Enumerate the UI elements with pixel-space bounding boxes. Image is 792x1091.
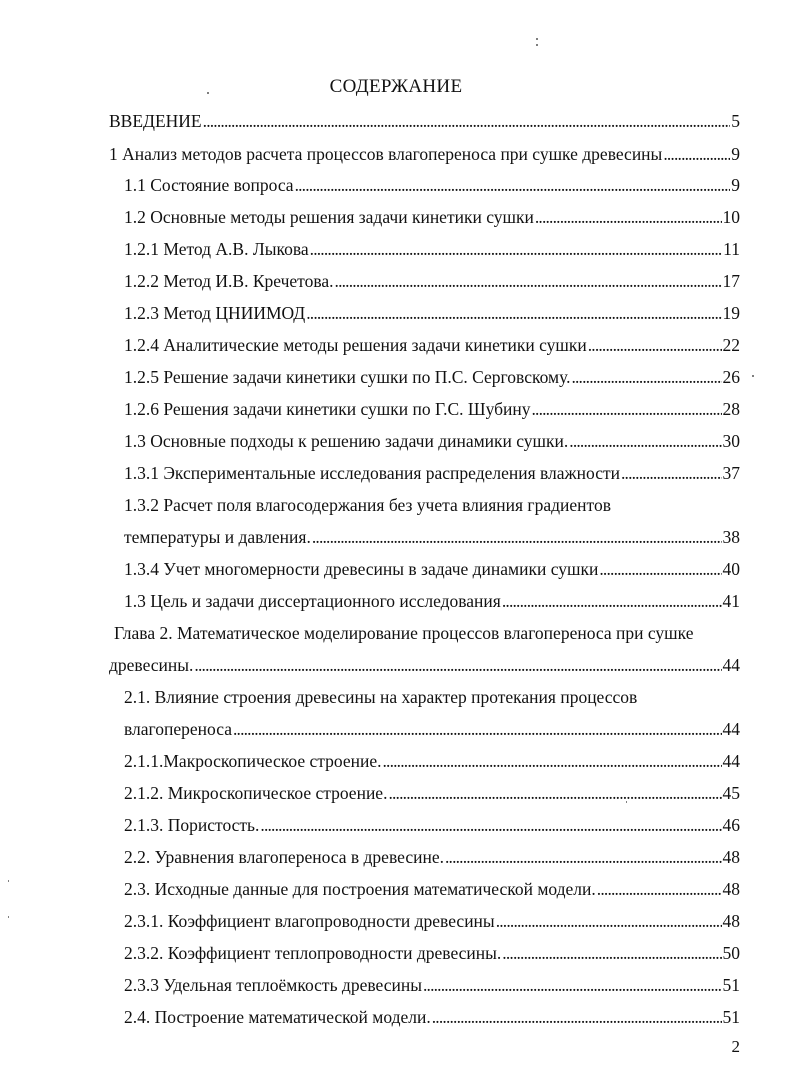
toc-entry[interactable] (124, 813, 740, 837)
toc-entry-page: 19 (722, 303, 740, 323)
toc-entry-label: 1 Анализ методов расчета процессов влагопереноса при сушке древесины (109, 144, 663, 164)
scan-speck (8, 880, 9, 882)
toc-entry[interactable] (124, 397, 740, 421)
leader-dots (203, 109, 731, 133)
toc-entry-label: 1.1 Состояние вопроса (124, 175, 294, 195)
toc-entry-page: 51 (722, 1007, 740, 1027)
toc-entry-label: 2.3. Исходные данные для построения математической модели. (124, 879, 596, 899)
scan-speck (626, 801, 627, 803)
toc-entry-label: 1.2.3 Метод ЦНИИМОД (124, 303, 306, 323)
toc-entry-page: 48 (722, 879, 740, 899)
scan-speck (8, 916, 9, 918)
leader-dots (535, 205, 722, 229)
toc-entry-label: 1.2.1 Метод А.В. Лыкова (124, 239, 309, 259)
page-number: 2 (731, 1037, 740, 1056)
toc-entry[interactable] (124, 909, 740, 933)
toc-entry-page: 40 (722, 559, 740, 579)
toc-entry[interactable] (124, 781, 740, 805)
toc-entry-label: 1.3.4 Учет многомерности древесины в задаче динамики сушки (124, 559, 599, 579)
scan-speck (752, 375, 754, 377)
toc-entry-label: 1.2.2 Метод И.В. Кречетова. (124, 271, 334, 291)
page-title: СОДЕРЖАНИЕ (329, 76, 463, 97)
scan-speck (536, 44, 538, 46)
toc-entry-label: 2.1.2. Микроскопическое строение. (124, 783, 388, 803)
leader-dots (233, 717, 722, 741)
toc-entry[interactable] (124, 237, 740, 261)
leader-dots (496, 909, 722, 933)
leader-dots (445, 845, 722, 869)
toc-entry-label: 1.2.4 Аналитические методы решения задачи кинетики сушки (124, 335, 587, 355)
toc-entry[interactable] (124, 749, 740, 773)
toc-entry-page: 38 (722, 527, 740, 547)
toc-entry[interactable] (109, 653, 740, 677)
toc-entry[interactable] (124, 1005, 740, 1029)
toc-entry-page: 46 (722, 815, 740, 835)
toc-entry-label: 1.3.1 Экспериментальные исследования распределения влажности (124, 463, 620, 483)
leader-dots (432, 1005, 722, 1029)
toc-entry-label: ВВЕДЕНИЕ (109, 111, 202, 131)
leader-dots (621, 461, 722, 485)
toc-entry-page: 44 (722, 751, 740, 771)
toc-entry-page: 44 (722, 655, 740, 675)
toc-entry-page: 48 (722, 911, 740, 931)
toc-entry-label: 2.1.3. Пористость. (124, 815, 260, 835)
scan-speck (536, 38, 538, 40)
toc-entry[interactable] (124, 973, 740, 997)
toc-entry-label: 1.3 Основные подходы к решению задачи динамики сушки. (124, 431, 569, 451)
toc-entry-page: 11 (723, 239, 740, 259)
toc-entry-label: древесины. (109, 655, 194, 675)
toc-entry-page: 45 (722, 783, 740, 803)
leader-dots (194, 653, 721, 677)
leader-dots (502, 589, 722, 613)
toc-entry[interactable] (124, 525, 740, 549)
toc-entry-page: 9 (731, 175, 740, 195)
toc-entry-page: 5 (731, 111, 740, 131)
toc-entry-label: 2.3.3 Удельная теплоёмкость древесины (124, 975, 422, 995)
leader-dots (571, 365, 721, 389)
leader-dots (382, 749, 721, 773)
toc-entry-label: 2.3.1. Коэффициент влагопроводности древесины (124, 911, 495, 931)
leader-dots (295, 173, 731, 197)
toc-entry-label: влагопереноса (124, 719, 232, 739)
toc-entry-page: 44 (722, 719, 740, 739)
toc-entry[interactable] (109, 109, 740, 133)
toc-entry[interactable] (124, 845, 740, 869)
leader-dots (306, 301, 721, 325)
leader-dots (423, 973, 722, 997)
leader-dots (260, 813, 721, 837)
toc-entry-page: 10 (722, 207, 740, 227)
toc-entry-label: 1.2 Основные методы решения задачи кинетики сушки (124, 207, 534, 227)
toc-entry[interactable] (124, 333, 740, 357)
toc-entry[interactable] (124, 429, 740, 453)
toc-entry-page: 41 (722, 591, 740, 611)
leader-dots (597, 877, 722, 901)
leader-dots (588, 333, 722, 357)
scan-speck (207, 92, 209, 94)
toc-entry-label-line1: 2.1. Влияние строения древесины на характер протекания процессов (124, 687, 638, 707)
toc-entry[interactable] (124, 173, 740, 197)
leader-dots (388, 781, 721, 805)
toc-entry-label: 2.3.2. Коэффициент теплопроводности древесины. (124, 943, 502, 963)
toc-entry[interactable] (124, 877, 740, 901)
toc-entry-page: 17 (722, 271, 740, 291)
leader-dots (312, 525, 722, 549)
toc-entry[interactable] (124, 461, 740, 485)
toc-entry-label: 1.2.5 Решение задачи кинетики сушки по П.С. Серговскому. (124, 367, 571, 387)
toc-entry-label-line1: 1.3.2 Расчет поля влагосодержания без учета влияния градиентов (124, 495, 611, 515)
toc-entry-page: 30 (722, 431, 740, 451)
toc-entry[interactable] (124, 589, 740, 613)
leader-dots (663, 142, 730, 166)
toc-entry-label: 1.2.6 Решения задачи кинетики сушки по Г.С. Шубину (124, 399, 531, 419)
leader-dots (569, 429, 721, 453)
toc-entry-page: 22 (722, 335, 740, 355)
toc-entry-label: 1.3 Цель и задачи диссертационного исследования (124, 591, 501, 611)
toc-entry[interactable] (124, 205, 740, 229)
toc-entry[interactable] (124, 941, 740, 965)
toc-entry-page: 28 (722, 399, 740, 419)
toc-entry[interactable] (124, 365, 740, 389)
toc-entry-page: 50 (722, 943, 740, 963)
toc-entry[interactable] (109, 142, 740, 166)
toc-entry-label: 2.4. Построение математической модели. (124, 1007, 431, 1027)
toc-entry[interactable] (124, 717, 740, 741)
leader-dots (599, 557, 721, 581)
toc-entry-label: 2.1.1.Макроскопическое строение. (124, 751, 382, 771)
leader-dots (531, 397, 721, 421)
leader-dots (335, 269, 722, 293)
toc-entry-page: 9 (731, 144, 740, 164)
leader-dots (502, 941, 721, 965)
toc-entry-label: температуры и давления. (124, 527, 311, 547)
toc-entry[interactable] (124, 557, 740, 581)
toc-entry-page: 48 (722, 847, 740, 867)
leader-dots (310, 237, 723, 261)
toc-entry-label-line1: Глава 2. Математическое моделирование процессов влагопереноса при сушке (114, 623, 694, 643)
toc-entry-label: 2.2. Уравнения влагопереноса в древесине. (124, 847, 444, 867)
toc-entry-page: 26 (722, 367, 740, 387)
toc-entry[interactable] (124, 269, 740, 293)
toc-entry-page: 37 (722, 463, 740, 483)
toc-entry[interactable] (124, 301, 740, 325)
toc-entry-page: 51 (722, 975, 740, 995)
